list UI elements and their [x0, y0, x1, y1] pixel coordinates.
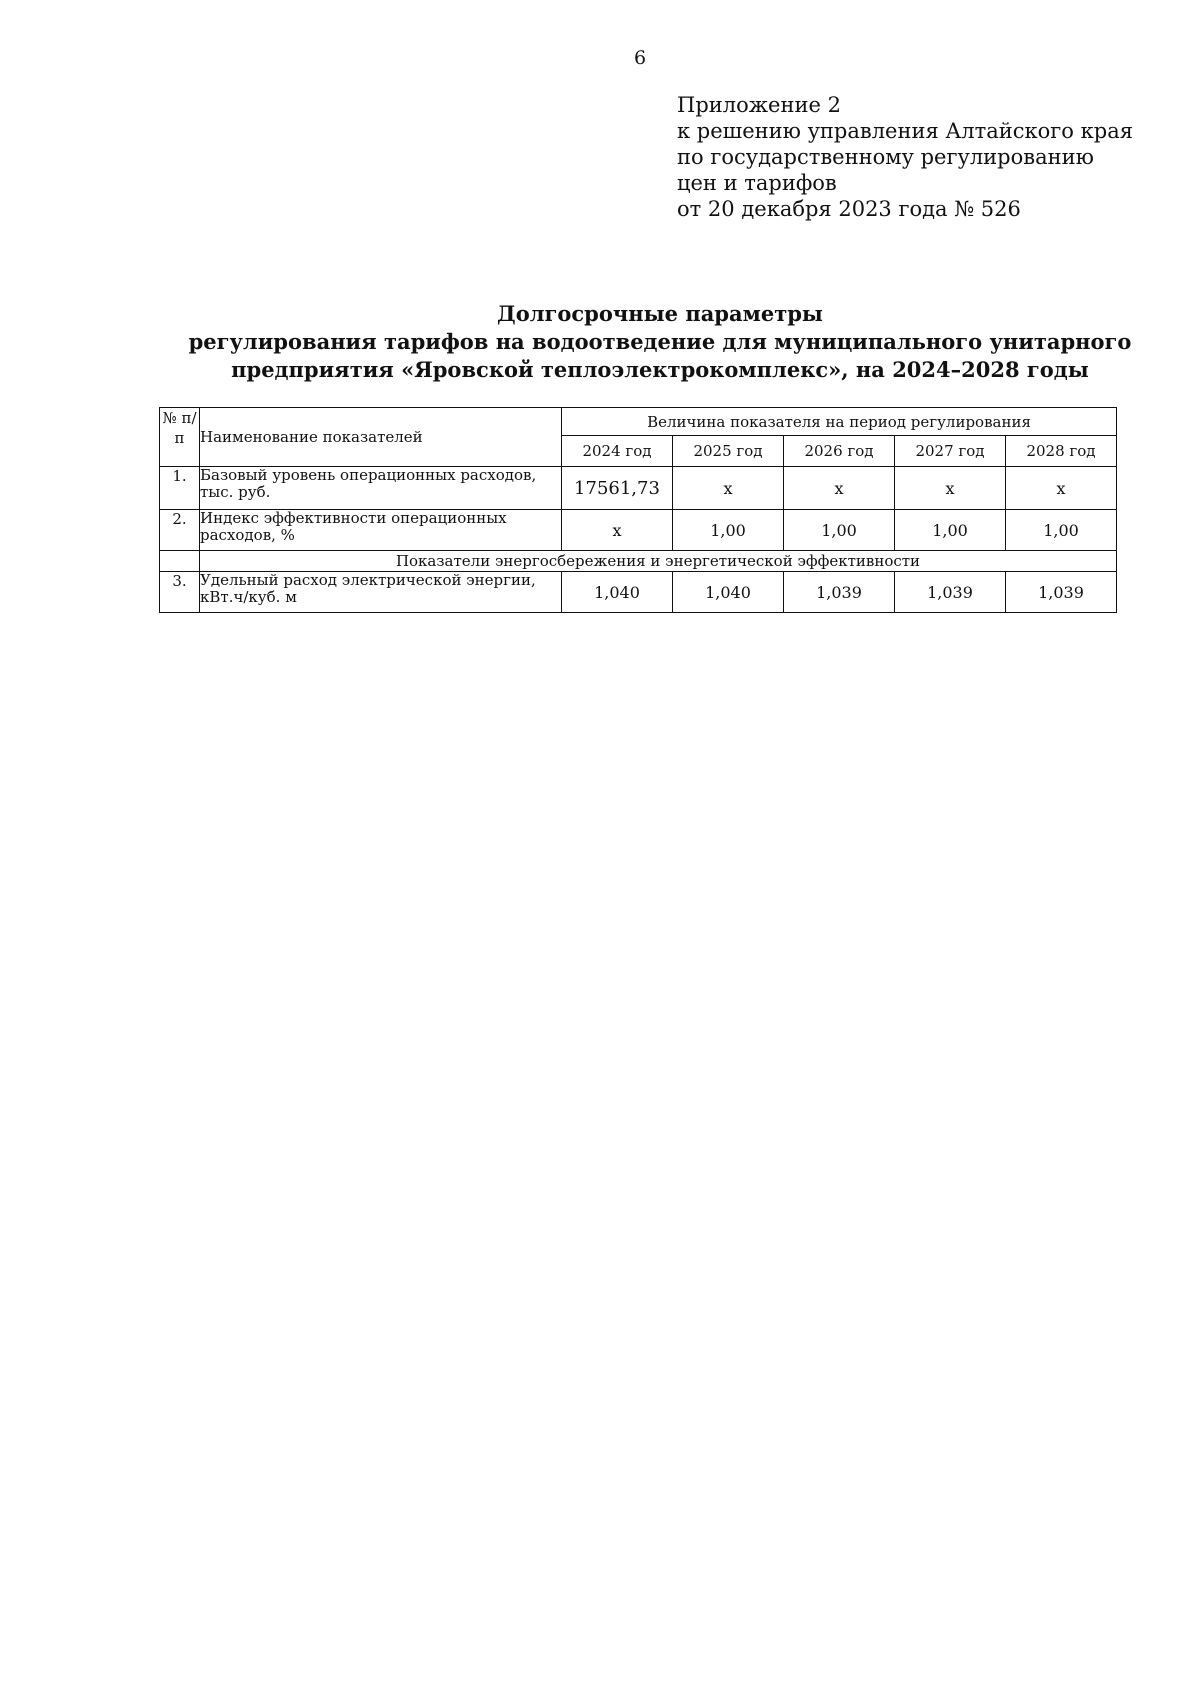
section-row — [160, 551, 1117, 572]
title-line: предприятия «Яровской теплоэлектрокомплекс», на 2024–2028 годы — [231, 357, 1089, 382]
appendix-line: по государственному регулированию — [677, 145, 1094, 169]
appendix-line: к решению управления Алтайского края — [677, 119, 1133, 143]
row-value: 1,040 — [562, 572, 673, 613]
row-value: 1,00 — [1006, 510, 1117, 551]
row-value: 1,00 — [895, 510, 1006, 551]
row-number: 3. — [160, 572, 200, 613]
table-row — [160, 467, 1117, 510]
column-header-year: 2025 год — [673, 436, 784, 467]
row-number: 1. — [160, 467, 200, 510]
row-value: x — [895, 467, 1006, 510]
column-header-name: Наименование показателей — [200, 408, 562, 467]
column-header-number: № п/ п — [160, 408, 200, 467]
row-value: 1,00 — [673, 510, 784, 551]
row-value: 1,00 — [784, 510, 895, 551]
title-line: Долгосрочные параметры — [497, 301, 823, 326]
row-value: x — [784, 467, 895, 510]
appendix-line: Приложение 2 — [677, 93, 841, 117]
row-value: x — [673, 467, 784, 510]
row-value: 1,040 — [673, 572, 784, 613]
row-value: 1,039 — [895, 572, 1006, 613]
appendix-line: цен и тарифов — [677, 171, 837, 195]
row-value: x — [1006, 467, 1117, 510]
appendix-header — [677, 92, 1133, 222]
row-name: Индекс эффективности операционных расходов, % — [200, 510, 562, 551]
row-number: 2. — [160, 510, 200, 551]
title-line: регулирования тарифов на водоотведение для муниципального унитарного — [188, 329, 1132, 354]
row-value: 17561,73 — [562, 467, 673, 510]
row-name: Базовый уровень операционных расходов, тыс. руб. — [200, 467, 562, 510]
table-row — [160, 510, 1117, 551]
column-header-year: 2027 год — [895, 436, 1006, 467]
row-value: 1,039 — [784, 572, 895, 613]
column-header-period: Величина показателя на период регулирования — [562, 408, 1117, 436]
column-header-year: 2026 год — [784, 436, 895, 467]
parameters-table — [159, 407, 1117, 613]
appendix-line: от 20 декабря 2023 года № 526 — [677, 197, 1021, 221]
column-header-year: 2028 год — [1006, 436, 1117, 467]
page-number: 6 — [633, 47, 647, 69]
table-row — [160, 572, 1117, 613]
row-value: x — [562, 510, 673, 551]
document-title — [160, 300, 1160, 384]
section-number-cell — [160, 551, 200, 572]
row-value: 1,039 — [1006, 572, 1117, 613]
row-name: Удельный расход электрической энергии, кВт.ч/куб. м — [200, 572, 562, 613]
column-header-year: 2024 год — [562, 436, 673, 467]
table-header-row — [160, 408, 1117, 436]
section-label: Показатели энергосбережения и энергетической эффективности — [200, 551, 1117, 572]
